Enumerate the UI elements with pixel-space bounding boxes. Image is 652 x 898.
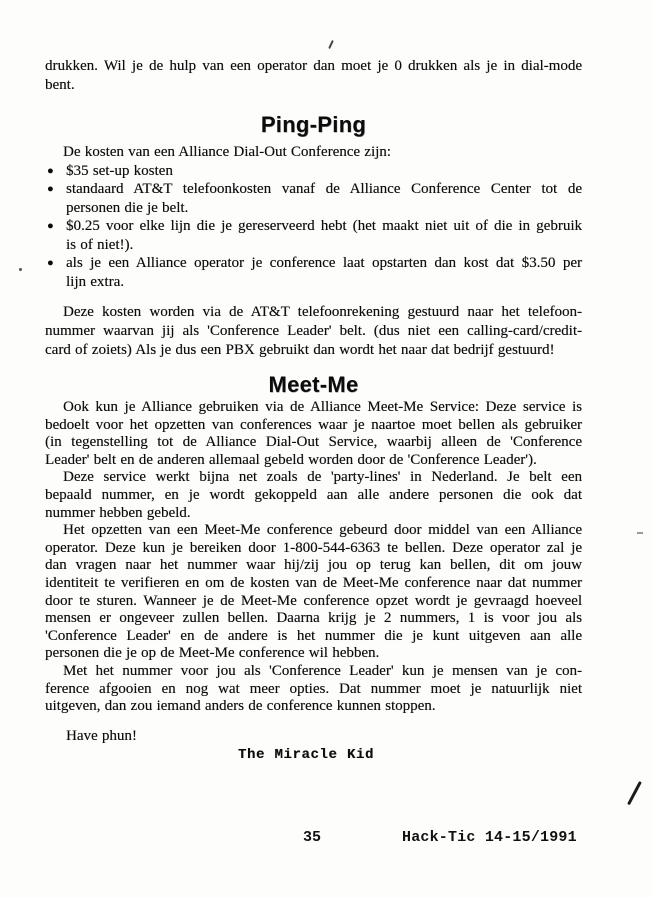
- text-line: identiteit te verifieren en om de kosten van de Meet-Me conference naar dat nummer: [45, 574, 582, 591]
- text-line: De kosten van een Alliance Dial-Out Conference zijn:: [63, 144, 391, 160]
- list-item: [45, 162, 582, 181]
- section-heading-meet-me: Meet-Me: [268, 372, 359, 397]
- bullet-icon: ●: [47, 220, 54, 232]
- text-line: Leader' belt en de anderen allemaal gebeld worden door de 'Conference Leader').: [45, 451, 537, 468]
- list-item-text: [66, 217, 582, 254]
- text-line: bepaald nummer, en je wordt gekoppeld aan alle andere personen die ook dat: [45, 486, 582, 503]
- text-line: personen die je op de Meet-Me conference wil hebben.: [45, 645, 380, 662]
- text-line: operator. Deze kun je bereiken door 1-800-544-6363 te bellen. Deze operator zal je: [45, 539, 582, 556]
- text-line: dan vragen naar het nummer waar hij/zij jou op terug kan bellen, dit om jouw: [45, 557, 582, 574]
- paragraph-leader-number: [45, 663, 582, 716]
- text-line: Met het nummer voor jou als 'Conference Leader' kun je mensen van je con-: [63, 662, 582, 679]
- paragraph-meet-me-service: [45, 399, 582, 469]
- text-line: Deze kosten worden via de AT&T telefoonrekening gestuurd naar het telefoon-: [63, 304, 582, 320]
- list-item: [45, 217, 582, 254]
- text-line: card of zoiets) Als je dus een PBX gebruikt dan wordt het naar dat bedrijf gestuurd!: [45, 342, 555, 358]
- text-line: door te sturen. Wanneer je de Meet-Me conference opzet wordt je gevraagd hoeveel: [45, 592, 582, 609]
- list-item: [45, 180, 582, 217]
- text-line: lijn extra.: [66, 273, 124, 290]
- list-item-text: [66, 254, 582, 291]
- signoff-text: Have phun!: [66, 727, 137, 744]
- text-line: Deze service werkt bijna net zoals de 'party-lines' in Nederland. Je belt een: [63, 469, 582, 486]
- bullet-icon: ●: [47, 164, 54, 177]
- bullet-icon: ●: [47, 183, 54, 195]
- text-line: standaard AT&T telefoonkosten vanaf de Alliance Conference Center tot de: [66, 181, 582, 197]
- list-item-text: [66, 162, 582, 181]
- text-line: nummer waarvan jij als 'Conference Leader' belt. (dus niet een calling-card/credit-: [45, 323, 582, 339]
- text-line: bedoelt voor het opzetten van conferences waar je naartoe moet bellen als gebruiker: [45, 416, 582, 433]
- text-line: bent.: [45, 77, 75, 93]
- bullet-icon: ●: [47, 257, 54, 269]
- section-heading-ping-ping: Ping-Ping: [260, 112, 367, 137]
- text-line: personen die je belt.: [66, 199, 189, 216]
- scan-artifact-dot: [19, 268, 22, 271]
- cost-bullet-list: [45, 162, 582, 292]
- paragraph-setup-operator: [45, 522, 582, 663]
- text-line: als je een Alliance operator je conference laat opstarten dan kost dat $3.50 per: [66, 255, 582, 271]
- ping-ping-intro: [45, 143, 582, 162]
- text-line: Het opzetten van een Meet-Me conference gebeurd door middel van een Alliance: [63, 522, 582, 539]
- text-line: Ook kun je Alliance gebruiken via de Alliance Meet-Me Service: Deze service is: [63, 399, 582, 415]
- list-item: [45, 254, 582, 291]
- meet-me-section: [45, 399, 582, 716]
- paragraph-costs-billing: [45, 303, 582, 360]
- issue-label: Hack-Tic 14-15/1991: [402, 829, 577, 846]
- text-line: is of niet!).: [66, 236, 134, 253]
- list-item-text: [66, 180, 582, 217]
- scan-artifact-slash-large: [627, 781, 641, 805]
- scan-artifact-dash: [637, 532, 643, 534]
- text-line: drukken. Wil je de hulp van een operator dan moet je 0 drukken als je in dial-mode: [45, 58, 582, 74]
- paragraph-party-lines: [45, 469, 582, 522]
- text-line: uitgeven, dan zou iemand anders de conference kunnen stoppen.: [45, 698, 436, 715]
- text-line: $0.25 voor elke lijn die je gereserveerd hebt (het maakt niet uit of die in gebruik: [66, 218, 582, 234]
- text-line: mensen er ongeveer zullen bellen. Daarna krijg je 2 nummers, 1 is voor jou als: [45, 610, 582, 627]
- page-body: [45, 57, 582, 765]
- lead-paragraph: [45, 57, 582, 95]
- text-line: ference afgooien en nog wat meer opties. Dat nummer moet je natuurlijk niet: [45, 680, 582, 697]
- text-line: (in tegenstelling tot de Alliance Dial-Out Service, waarbij alleen de 'Conference: [45, 434, 582, 451]
- scan-artifact-slash-small: [328, 40, 334, 49]
- text-line: nummer hebben gebeld.: [45, 504, 191, 521]
- text-line: 'Conference Leader' en de andere is het nummer die je kunt uitgeven aan alle: [45, 627, 582, 644]
- page-number: 35: [303, 829, 322, 846]
- text-line: $35 set-up kosten: [66, 162, 173, 179]
- author-signature: The Miracle Kid: [238, 746, 375, 763]
